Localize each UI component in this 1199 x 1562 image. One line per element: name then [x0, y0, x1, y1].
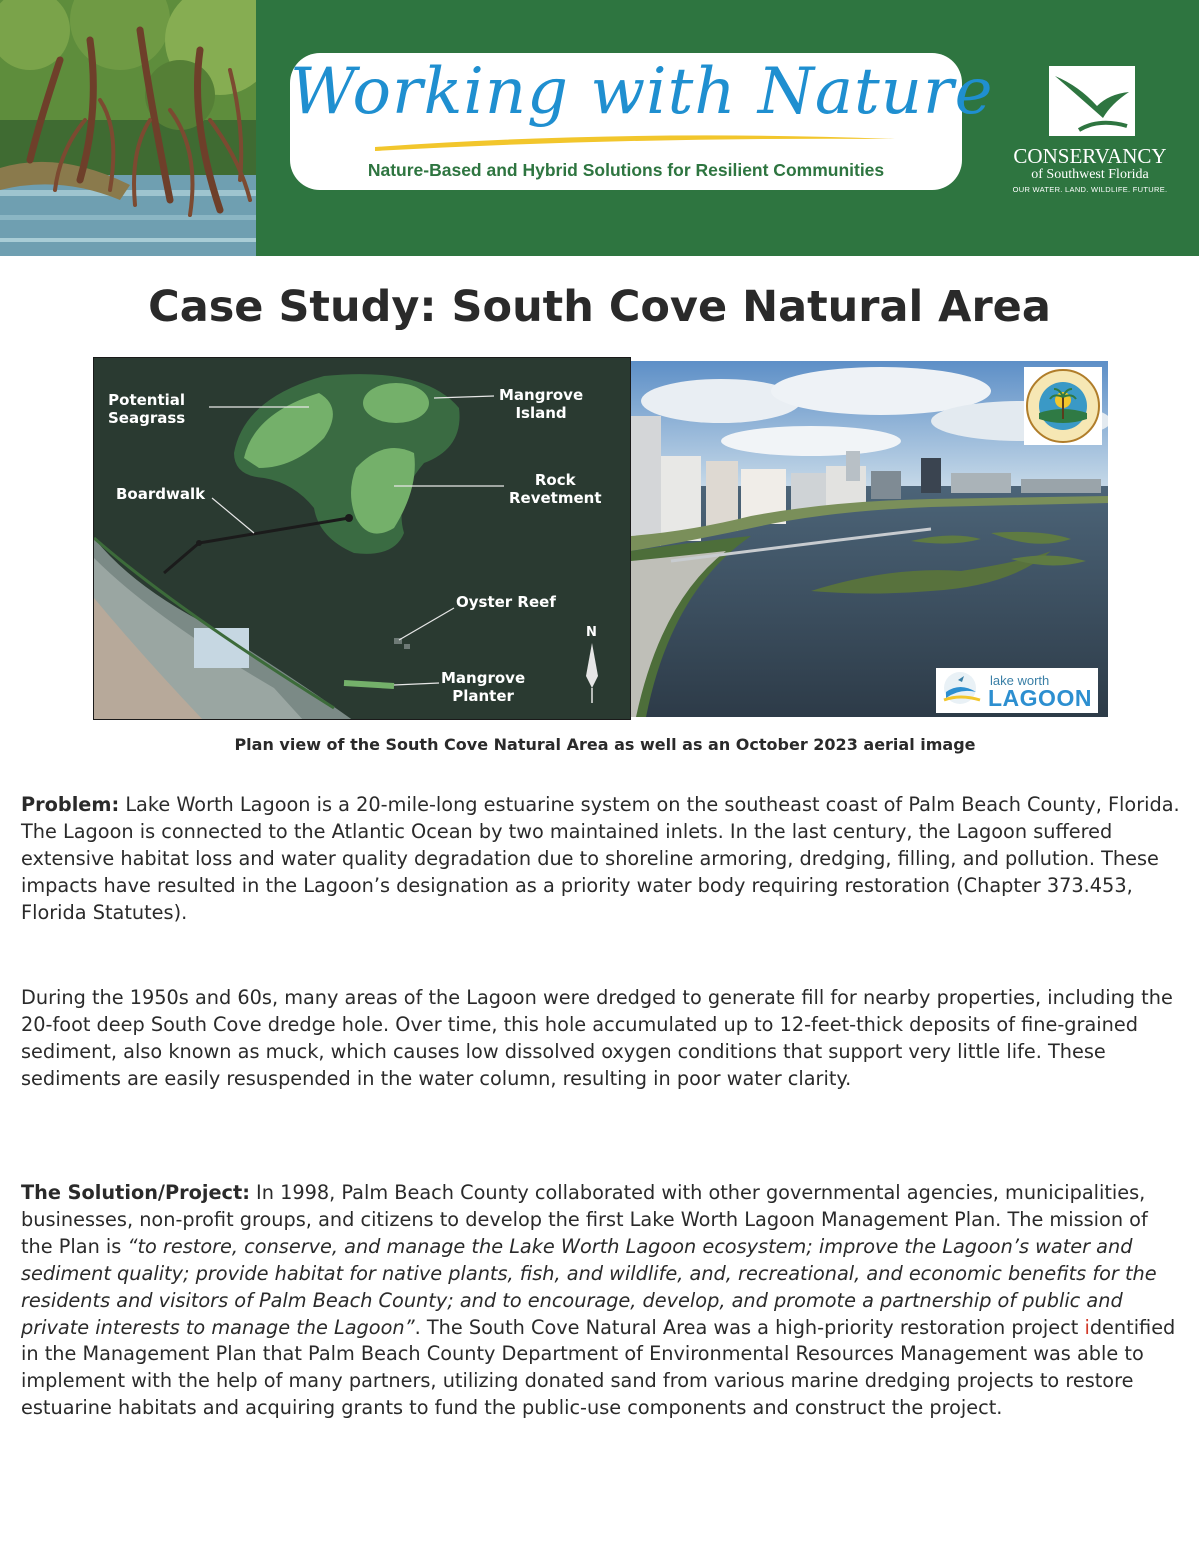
lagoon-logo-small: lake worth	[990, 673, 1050, 688]
solution-mission: “to restore, conserve, and manage the Lake Worth Lagoon ecosystem; improve the Lagoon’s water and sediment quality; provide habitat for native plants, fish, and wildlife, and, recreational, and economic benefits for the residents and visitors of Palm Beach County; and to encourage, develop, and promote a partnership of public and private interests to manage the Lagoon”	[21, 1234, 1157, 1339]
logo-region: of Southwest Florida	[1031, 167, 1149, 182]
label-potential-seagrass: Potential Seagrass	[108, 391, 186, 427]
label-mangrove-island: Mangrove Island	[499, 386, 584, 422]
conservancy-logo-icon	[1049, 66, 1135, 136]
figure-caption: Plan view of the South Cove Natural Area as well as an October 2023 aerial image	[234, 735, 976, 754]
label-north: N	[586, 625, 597, 640]
lagoon-wave-icon	[938, 668, 988, 713]
solution-red-letter: i	[1084, 1315, 1090, 1339]
label-boardwalk: Boardwalk	[116, 485, 206, 503]
header-banner	[0, 0, 1199, 256]
palm-beach-county-seal-icon	[1024, 367, 1102, 445]
paragraph-history: During the 1950s and 60s, many areas of the Lagoon were dredged to generate fill for nearby properties, including the 20-foot deep South Cove dredge hole. Over time, this hole accumulated up to 12-feet-thick deposits of fine-grained sediment, also known as muck, which causes low dissolved oxygen conditions that support very little life. These sediments are easily resuspended in the water column, resulting in poor water clarity.	[21, 986, 1173, 1090]
label-rock-revetment: Rock Revetment	[509, 471, 602, 507]
paragraph-solution	[21, 1180, 1181, 1422]
label-mangrove-planter: Mangrove Planter	[441, 669, 526, 705]
banner-swoosh	[370, 125, 900, 155]
mangrove-illustration	[0, 0, 256, 256]
problem-text: Lake Worth Lagoon is a 20-mile-long estuarine system on the southeast coast of Palm Beach County, Florida. The Lagoon is connected to the Atlantic Ocean by two maintained inlets. In the last century, the Lagoon suffered extensive habitat loss and water quality degradation due to shoreline armoring, dredging, filling, and pollution. These impacts have resulted in the Lagoon’s designation as a priority water body requiring restoration (Chapter 373.453, Florida Statutes).	[21, 793, 1180, 924]
logo-name: CONSERVANCY	[1013, 144, 1167, 168]
lake-worth-lagoon-logo	[936, 668, 1098, 713]
plan-view-image	[93, 357, 631, 720]
banner-subtitle: Nature-Based and Hybrid Solutions for Resilient Communities	[367, 160, 885, 180]
page-title: Case Study: South Cove Natural Area	[148, 282, 1051, 332]
solution-after-mission: . The South Cove Natural Area was a high-priority restoration project	[414, 1315, 1085, 1339]
lagoon-logo-big: LAGOON	[988, 685, 1092, 711]
solution-outro: dentified in the Management Plan that Palm Beach County Department of Environmental Resources Management was able to implement with the help of many partners, utilizing donated sand from various marine dredging projects to restore estuarine habitats and acquiring grants to fund the public-use components and construct the project.	[21, 1315, 1176, 1420]
title-banner	[290, 53, 994, 190]
problem-label: Problem:	[21, 793, 120, 816]
solution-intro: In 1998, Palm Beach County collaborated with other governmental agencies, municipalities, businesses, non-profit groups, and citizens to develop the first Lake Worth Lagoon Management Plan. The mission of the Plan is	[21, 1181, 1148, 1258]
banner-title: Working with Nature	[290, 55, 994, 129]
label-oyster-reef: Oyster Reef	[456, 593, 556, 611]
paragraph-problem	[21, 792, 1181, 927]
logo-tagline: OUR WATER. LAND. WILDLIFE. FUTURE.	[1012, 185, 1168, 194]
solution-label: The Solution/Project:	[21, 1181, 250, 1204]
